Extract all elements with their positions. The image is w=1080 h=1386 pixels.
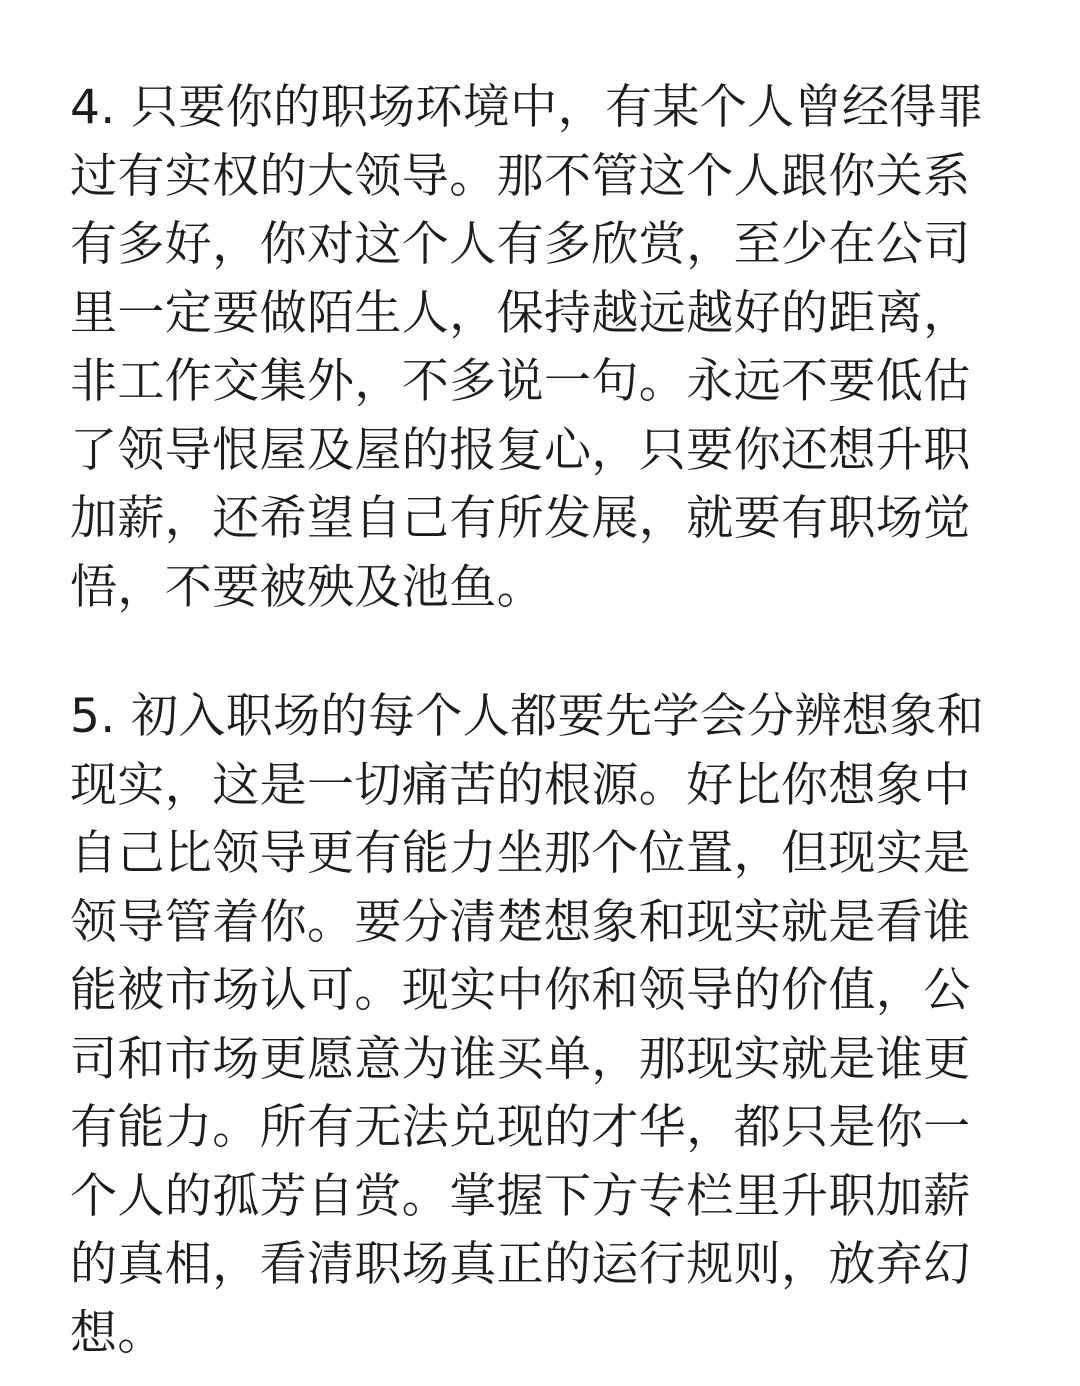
text-line: 有能力。所有无法兑现的才华，都只是你一	[70, 1100, 971, 1155]
text-line: 悟，不要被殃及池鱼。	[70, 559, 544, 615]
text-line: 过有实权的大领导。那不管这个人跟你关系	[70, 148, 971, 204]
text-line: 司和市场更愿意为谁买单，那现实就是谁更	[70, 1031, 971, 1087]
text-line: 了领导恨屋及屋的报复心，只要你还想升职	[70, 422, 971, 478]
text-line: 能被市场认可。现实中你和领导的价值，公	[70, 963, 971, 1018]
text-line: 现实，这是一切痛苦的根源。好比你想象中	[70, 757, 971, 813]
text-line: 个人的孤芳自赏。掌握下方专栏里升职加薪	[70, 1168, 971, 1224]
text-line: 非工作交集外，不多说一句。永远不要低估	[70, 354, 971, 409]
text-line: 加薪，还希望自己有所发展，就要有职场觉	[70, 491, 971, 546]
text-line: 自己比领导更有能力坐那个位置，但现实是	[70, 826, 971, 881]
text-line: 领导管着你。要分清楚想象和现实就是看谁	[70, 894, 971, 950]
text-line: 里一定要做陌生人，保持越远越好的距离，	[70, 285, 971, 341]
text-line: 想。	[70, 1305, 165, 1361]
text-line: 4. 只要你的职场环境中，有某个人曾经得罪	[70, 80, 985, 135]
paragraph-4	[70, 74, 990, 622]
text-line: 的真相，看清职场真正的运行规则，放弃幻	[70, 1237, 971, 1292]
text-line: 5. 初入职场的每个人都要先学会分辨想象和	[70, 689, 985, 744]
paragraph-5	[70, 683, 990, 1368]
text-line: 有多好，你对这个人有多欣赏，至少在公司	[70, 217, 971, 272]
